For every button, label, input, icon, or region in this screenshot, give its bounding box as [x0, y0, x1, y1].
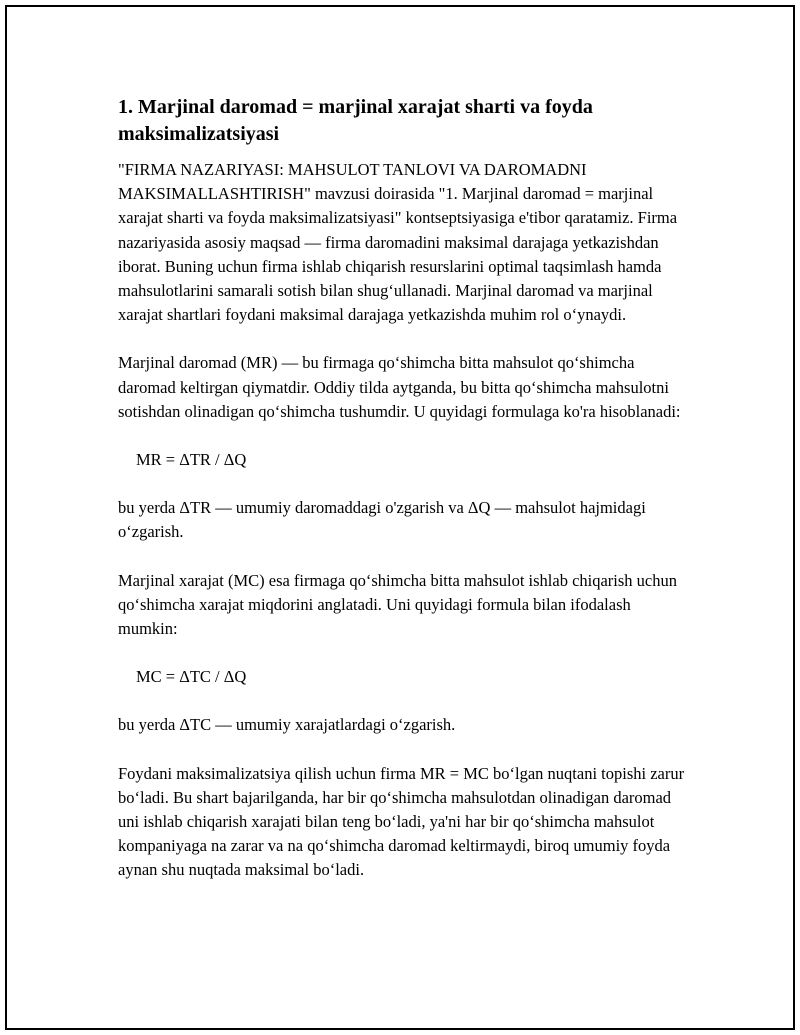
profit-maximization-paragraph: Foydani maksimalizatsiya qilish uchun firma MR = MC bo‘lgan nuqtani topishi zarur bo‘ladi. Bu shart bajarilganda, har bir qo‘shimcha mahsulotdan olinadigan daromad uni ishlab chiqarish xarajati bilan teng bo‘ladi, ya'ni har bir qo‘shimcha mahsulot kompaniyaga na zarar va na qo‘shimcha daromad keltirmaydi, biroq umumiy foyda aynan shu nuqtada maksimal bo‘ladi. [118, 763, 685, 880]
marginal-cost-paragraph: Marjinal xarajat (MC) esa firmaga qo‘shimcha bitta mahsulot ishlab chiqarish uchun qo‘shimcha xarajat miqdorini anglatadi. Uni quyidagi formula bilan ifodalash mumkin: [118, 570, 678, 639]
section-title: 1. Marjinal daromad = marjinal xarajat sharti va foyda maksimalizatsiyasi [118, 96, 593, 145]
document-body [118, 94, 688, 907]
intro-paragraph: "FIRMA NAZARIYASI: MAHSULOT TANLOVI VA DAROMADNI MAKSIMALLASHTIRISH" mavzusi doirasida "1. Marjinal daromad = marjinal xarajat sharti va foyda maksimalizatsiyasi" kontseptsiyasiga e'tibor qaratamiz. Firma nazariyasida asosiy maqsad — firma daromadini maksimal darajaga yetkazishdan iborat. Buning uchun firma ishlab chiqarish resurslarini optimal taqsimlash hamda mahsulotlarini samarali sotish bilan shug‘ullanadi. Marjinal daromad va marjinal xarajat shartlari foydani maksimal darajaga yetkazishda muhim rol o‘ynaydi. [118, 160, 678, 325]
marginal-cost-explanation: bu yerda ΔTC — umumiy xarajatlardagi o‘zgarish. [118, 715, 456, 735]
marginal-cost-formula: MC = ΔTC / ΔQ [136, 667, 247, 687]
marginal-revenue-explanation: bu yerda ΔTR — umumiy daromaddagi o'zgarish va ΔQ — mahsulot hajmidagi o‘zgarish. [118, 498, 646, 542]
marginal-revenue-paragraph: Marjinal daromad (MR) — bu firmaga qo‘shimcha bitta mahsulot qo‘shimcha daromad keltirgan qiymatdir. Oddiy tilda aytganda, bu bitta qo‘shimcha mahsulotni sotishdan olinadigan qo‘shimcha tushumdir. U quyidagi formulaga ko'ra hisoblanadi: [118, 353, 681, 421]
marginal-revenue-formula: MR = ΔTR / ΔQ [136, 450, 247, 470]
